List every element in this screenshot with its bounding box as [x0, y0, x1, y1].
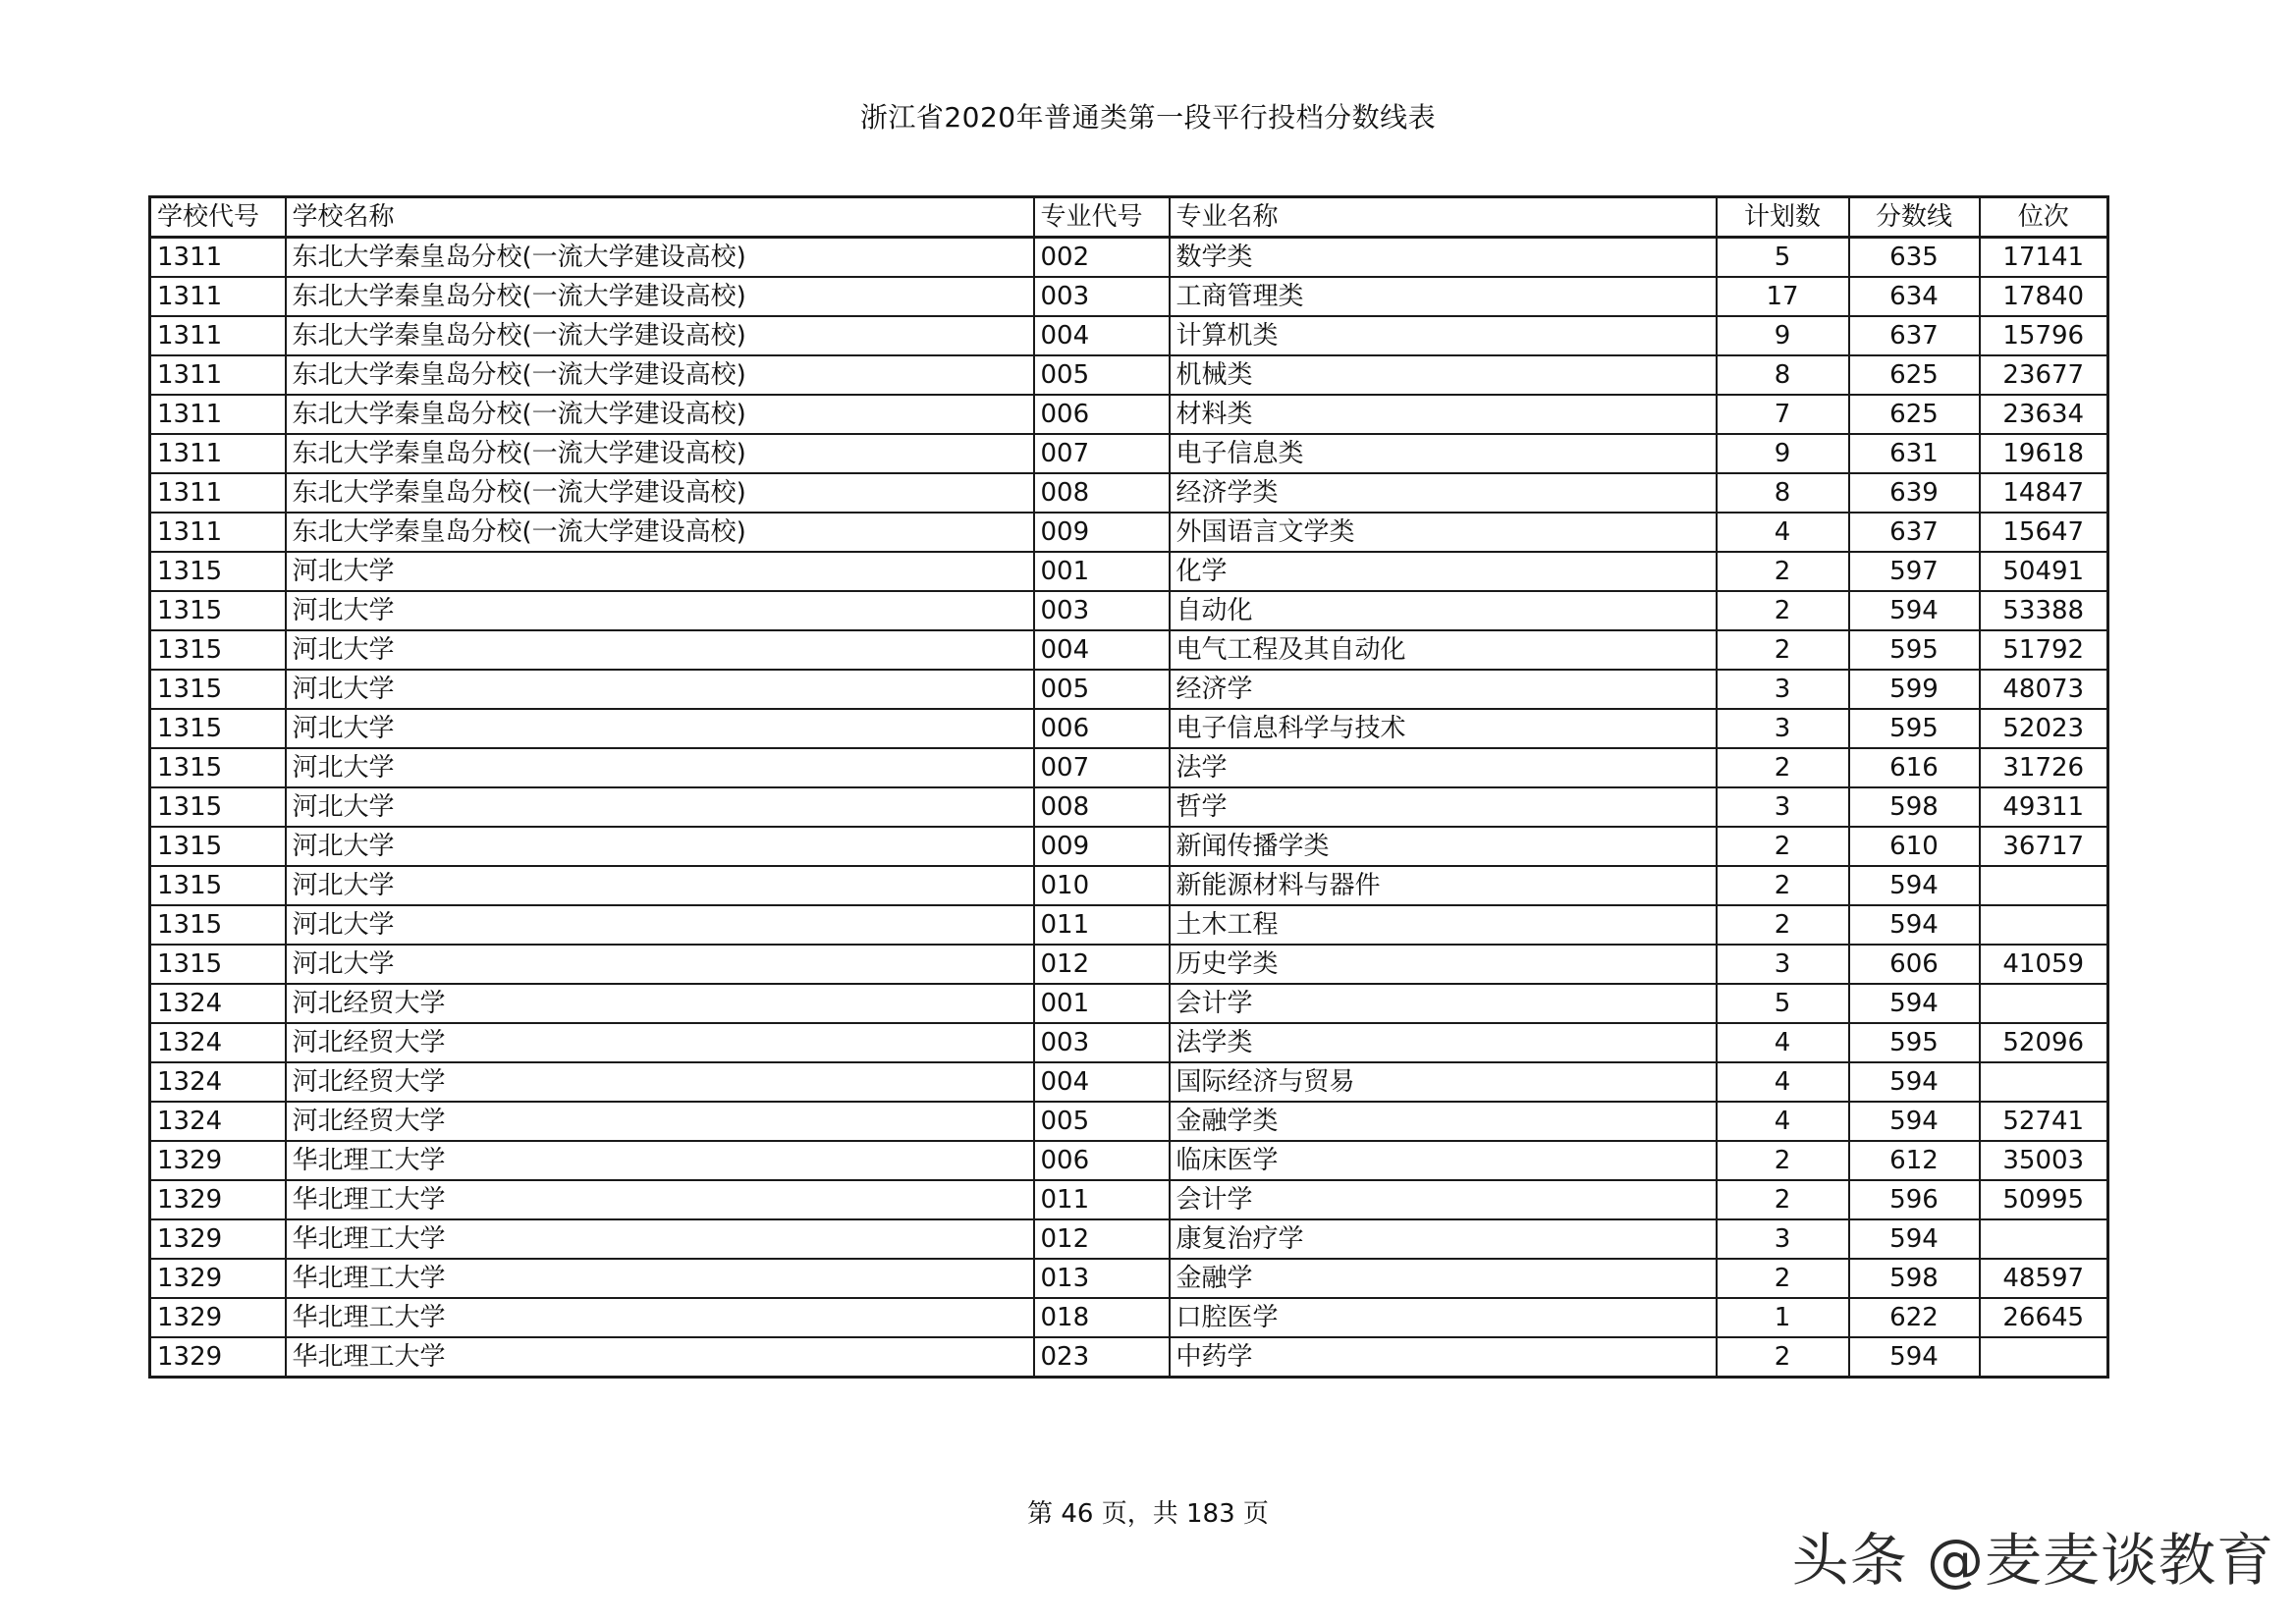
cell-major-name: 会计学: [1170, 984, 1717, 1023]
table-row: [150, 1141, 2108, 1180]
cell-rank: 26645: [1980, 1298, 2108, 1337]
cell-score: 637: [1849, 316, 1980, 355]
cell-school-name: 华北理工大学: [286, 1259, 1034, 1298]
table-body: [150, 238, 2108, 1378]
cell-school-code: 1315: [150, 787, 286, 827]
score-table: [148, 195, 2109, 1379]
cell-major-name: 中药学: [1170, 1337, 1717, 1378]
cell-school-name: 东北大学秦皇岛分校(一流大学建设高校): [286, 277, 1034, 316]
cell-score: 599: [1849, 670, 1980, 709]
cell-school-code: 1329: [150, 1219, 286, 1259]
cell-rank: 52741: [1980, 1102, 2108, 1141]
table-row: [150, 670, 2108, 709]
table-row: [150, 709, 2108, 748]
cell-score: 595: [1849, 709, 1980, 748]
cell-school-name: 华北理工大学: [286, 1180, 1034, 1219]
cell-score: 594: [1849, 1062, 1980, 1102]
cell-score: 622: [1849, 1298, 1980, 1337]
cell-score: 631: [1849, 434, 1980, 473]
cell-rank: [1980, 866, 2108, 905]
cell-score: 594: [1849, 1337, 1980, 1378]
cell-score: 598: [1849, 1259, 1980, 1298]
cell-plan: 2: [1717, 591, 1849, 630]
cell-major-name: 新闻传播学类: [1170, 827, 1717, 866]
cell-rank: 17141: [1980, 238, 2108, 278]
cell-major-code: 003: [1034, 591, 1170, 630]
cell-plan: 7: [1717, 395, 1849, 434]
cell-plan: 2: [1717, 866, 1849, 905]
cell-major-name: 哲学: [1170, 787, 1717, 827]
cell-major-code: 004: [1034, 1062, 1170, 1102]
page-footer: 第 46 页，共 183 页: [1027, 1499, 1269, 1529]
cell-plan: 5: [1717, 984, 1849, 1023]
cell-school-code: 1329: [150, 1259, 286, 1298]
cell-school-code: 1311: [150, 473, 286, 513]
cell-school-name: 东北大学秦皇岛分校(一流大学建设高校): [286, 473, 1034, 513]
table-row: [150, 787, 2108, 827]
table-row: [150, 316, 2108, 355]
cell-rank: 50491: [1980, 552, 2108, 591]
cell-school-name: 河北大学: [286, 748, 1034, 787]
cell-rank: 23634: [1980, 395, 2108, 434]
cell-plan: 5: [1717, 238, 1849, 278]
cell-score: 606: [1849, 945, 1980, 984]
table-row: [150, 1298, 2108, 1337]
cell-major-code: 004: [1034, 316, 1170, 355]
cell-rank: [1980, 1219, 2108, 1259]
table-row: [150, 905, 2108, 945]
cell-major-name: 自动化: [1170, 591, 1717, 630]
cell-major-code: 018: [1034, 1298, 1170, 1337]
cell-major-name: 金融学: [1170, 1259, 1717, 1298]
header-major-name: 专业名称: [1170, 197, 1717, 238]
cell-school-name: 东北大学秦皇岛分校(一流大学建设高校): [286, 395, 1034, 434]
table-row: [150, 1102, 2108, 1141]
cell-score: 610: [1849, 827, 1980, 866]
table-row: [150, 827, 2108, 866]
cell-rank: 17840: [1980, 277, 2108, 316]
cell-major-code: 002: [1034, 238, 1170, 278]
header-rank: 位次: [1980, 197, 2108, 238]
cell-school-name: 河北大学: [286, 670, 1034, 709]
table-row: [150, 1259, 2108, 1298]
cell-school-name: 河北大学: [286, 787, 1034, 827]
cell-school-code: 1315: [150, 670, 286, 709]
cell-score: 598: [1849, 787, 1980, 827]
cell-major-code: 011: [1034, 905, 1170, 945]
cell-plan: 4: [1717, 513, 1849, 552]
cell-school-name: 华北理工大学: [286, 1141, 1034, 1180]
cell-major-name: 材料类: [1170, 395, 1717, 434]
cell-rank: 52023: [1980, 709, 2108, 748]
cell-score: 595: [1849, 630, 1980, 670]
cell-score: 594: [1849, 1102, 1980, 1141]
cell-plan: 4: [1717, 1023, 1849, 1062]
cell-score: 597: [1849, 552, 1980, 591]
cell-school-code: 1315: [150, 591, 286, 630]
cell-major-name: 工商管理类: [1170, 277, 1717, 316]
cell-major-code: 023: [1034, 1337, 1170, 1378]
cell-major-code: 010: [1034, 866, 1170, 905]
table-row: [150, 748, 2108, 787]
cell-major-name: 临床医学: [1170, 1141, 1717, 1180]
cell-school-code: 1315: [150, 630, 286, 670]
cell-rank: 31726: [1980, 748, 2108, 787]
cell-rank: 51792: [1980, 630, 2108, 670]
cell-rank: 35003: [1980, 1141, 2108, 1180]
cell-school-name: 河北大学: [286, 905, 1034, 945]
cell-major-code: 005: [1034, 1102, 1170, 1141]
cell-major-code: 011: [1034, 1180, 1170, 1219]
cell-score: 596: [1849, 1180, 1980, 1219]
cell-major-name: 土木工程: [1170, 905, 1717, 945]
cell-major-code: 008: [1034, 787, 1170, 827]
cell-major-name: 化学: [1170, 552, 1717, 591]
cell-rank: 52096: [1980, 1023, 2108, 1062]
cell-school-name: 东北大学秦皇岛分校(一流大学建设高校): [286, 355, 1034, 395]
header-plan: 计划数: [1717, 197, 1849, 238]
cell-major-name: 历史学类: [1170, 945, 1717, 984]
cell-school-name: 东北大学秦皇岛分校(一流大学建设高校): [286, 434, 1034, 473]
cell-major-name: 新能源材料与器件: [1170, 866, 1717, 905]
table-row: [150, 395, 2108, 434]
cell-major-code: 003: [1034, 1023, 1170, 1062]
cell-major-name: 康复治疗学: [1170, 1219, 1717, 1259]
cell-plan: 2: [1717, 1141, 1849, 1180]
cell-score: 639: [1849, 473, 1980, 513]
cell-plan: 2: [1717, 1259, 1849, 1298]
cell-major-code: 001: [1034, 552, 1170, 591]
cell-major-code: 009: [1034, 827, 1170, 866]
cell-rank: [1980, 1337, 2108, 1378]
cell-school-code: 1311: [150, 513, 286, 552]
cell-score: 612: [1849, 1141, 1980, 1180]
cell-major-name: 法学类: [1170, 1023, 1717, 1062]
cell-major-name: 电气工程及其自动化: [1170, 630, 1717, 670]
cell-school-code: 1311: [150, 434, 286, 473]
cell-school-name: 东北大学秦皇岛分校(一流大学建设高校): [286, 316, 1034, 355]
table-row: [150, 1023, 2108, 1062]
cell-score: 625: [1849, 395, 1980, 434]
cell-rank: 41059: [1980, 945, 2108, 984]
table-row: [150, 238, 2108, 278]
cell-score: 616: [1849, 748, 1980, 787]
cell-score: 594: [1849, 1219, 1980, 1259]
cell-plan: 4: [1717, 1102, 1849, 1141]
cell-major-name: 数学类: [1170, 238, 1717, 278]
cell-rank: [1980, 984, 2108, 1023]
cell-plan: 3: [1717, 945, 1849, 984]
cell-major-code: 009: [1034, 513, 1170, 552]
header-row: [150, 197, 2108, 238]
cell-major-code: 001: [1034, 984, 1170, 1023]
cell-major-name: 国际经济与贸易: [1170, 1062, 1717, 1102]
table-row: [150, 552, 2108, 591]
cell-plan: 2: [1717, 1180, 1849, 1219]
cell-school-code: 1315: [150, 866, 286, 905]
table-row: [150, 866, 2108, 905]
cell-major-name: 会计学: [1170, 1180, 1717, 1219]
header-major-code: 专业代号: [1034, 197, 1170, 238]
cell-school-code: 1311: [150, 355, 286, 395]
cell-major-name: 电子信息类: [1170, 434, 1717, 473]
cell-rank: 48597: [1980, 1259, 2108, 1298]
table-row: [150, 473, 2108, 513]
cell-plan: 3: [1717, 709, 1849, 748]
cell-school-code: 1324: [150, 1062, 286, 1102]
cell-rank: 15796: [1980, 316, 2108, 355]
cell-plan: 8: [1717, 355, 1849, 395]
watermark: 头条 @麦麦谈教育: [1791, 1527, 2274, 1594]
table-row: [150, 1337, 2108, 1378]
cell-major-code: 004: [1034, 630, 1170, 670]
cell-major-code: 007: [1034, 434, 1170, 473]
cell-major-code: 006: [1034, 1141, 1170, 1180]
cell-rank: 15647: [1980, 513, 2108, 552]
cell-major-code: 006: [1034, 709, 1170, 748]
cell-major-name: 法学: [1170, 748, 1717, 787]
cell-plan: 2: [1717, 748, 1849, 787]
cell-rank: [1980, 1062, 2108, 1102]
cell-score: 634: [1849, 277, 1980, 316]
cell-school-code: 1329: [150, 1298, 286, 1337]
cell-school-code: 1315: [150, 827, 286, 866]
cell-major-name: 口腔医学: [1170, 1298, 1717, 1337]
cell-major-name: 计算机类: [1170, 316, 1717, 355]
cell-rank: 36717: [1980, 827, 2108, 866]
table-row: [150, 630, 2108, 670]
cell-major-name: 机械类: [1170, 355, 1717, 395]
cell-rank: 49311: [1980, 787, 2108, 827]
cell-plan: 9: [1717, 434, 1849, 473]
cell-school-name: 华北理工大学: [286, 1298, 1034, 1337]
cell-school-name: 河北经贸大学: [286, 1023, 1034, 1062]
cell-school-code: 1329: [150, 1180, 286, 1219]
cell-plan: 2: [1717, 905, 1849, 945]
cell-rank: 48073: [1980, 670, 2108, 709]
cell-score: 594: [1849, 905, 1980, 945]
cell-school-code: 1315: [150, 709, 286, 748]
cell-rank: 50995: [1980, 1180, 2108, 1219]
table-row: [150, 984, 2108, 1023]
cell-score: 594: [1849, 984, 1980, 1023]
cell-rank: 53388: [1980, 591, 2108, 630]
table-row: [150, 1180, 2108, 1219]
cell-school-code: 1311: [150, 238, 286, 278]
cell-major-code: 006: [1034, 395, 1170, 434]
cell-major-name: 金融学类: [1170, 1102, 1717, 1141]
cell-school-code: 1324: [150, 1023, 286, 1062]
cell-major-code: 003: [1034, 277, 1170, 316]
cell-plan: 2: [1717, 630, 1849, 670]
cell-school-code: 1315: [150, 905, 286, 945]
cell-major-code: 005: [1034, 670, 1170, 709]
cell-plan: 3: [1717, 1219, 1849, 1259]
cell-plan: 1: [1717, 1298, 1849, 1337]
cell-plan: 9: [1717, 316, 1849, 355]
cell-major-code: 012: [1034, 1219, 1170, 1259]
table-row: [150, 355, 2108, 395]
cell-school-name: 河北大学: [286, 552, 1034, 591]
table-row: [150, 945, 2108, 984]
cell-school-code: 1329: [150, 1337, 286, 1378]
cell-school-name: 东北大学秦皇岛分校(一流大学建设高校): [286, 238, 1034, 278]
table-row: [150, 434, 2108, 473]
cell-plan: 2: [1717, 1337, 1849, 1378]
header-school-code: 学校代号: [150, 197, 286, 238]
cell-score: 635: [1849, 238, 1980, 278]
cell-school-code: 1324: [150, 984, 286, 1023]
cell-school-code: 1329: [150, 1141, 286, 1180]
cell-school-name: 河北大学: [286, 591, 1034, 630]
cell-plan: 3: [1717, 670, 1849, 709]
cell-major-code: 005: [1034, 355, 1170, 395]
header-school-name: 学校名称: [286, 197, 1034, 238]
cell-school-name: 华北理工大学: [286, 1337, 1034, 1378]
cell-school-code: 1311: [150, 316, 286, 355]
cell-score: 625: [1849, 355, 1980, 395]
cell-school-code: 1311: [150, 395, 286, 434]
cell-plan: 3: [1717, 787, 1849, 827]
cell-plan: 8: [1717, 473, 1849, 513]
cell-plan: 2: [1717, 827, 1849, 866]
table-row: [150, 513, 2108, 552]
header-score: 分数线: [1849, 197, 1980, 238]
table-row: [150, 591, 2108, 630]
cell-school-name: 河北经贸大学: [286, 1062, 1034, 1102]
cell-score: 594: [1849, 591, 1980, 630]
cell-major-code: 008: [1034, 473, 1170, 513]
cell-school-name: 河北大学: [286, 709, 1034, 748]
table-row: [150, 1062, 2108, 1102]
page-title: 浙江省2020年普通类第一段平行投档分数线表: [859, 101, 1437, 134]
cell-school-code: 1311: [150, 277, 286, 316]
cell-school-code: 1315: [150, 552, 286, 591]
cell-school-name: 东北大学秦皇岛分校(一流大学建设高校): [286, 513, 1034, 552]
cell-major-code: 012: [1034, 945, 1170, 984]
cell-school-code: 1324: [150, 1102, 286, 1141]
cell-school-code: 1315: [150, 945, 286, 984]
cell-score: 594: [1849, 866, 1980, 905]
cell-school-name: 河北大学: [286, 945, 1034, 984]
table-row: [150, 1219, 2108, 1259]
table-row: [150, 277, 2108, 316]
cell-major-name: 经济学: [1170, 670, 1717, 709]
cell-score: 637: [1849, 513, 1980, 552]
cell-school-code: 1315: [150, 748, 286, 787]
cell-score: 595: [1849, 1023, 1980, 1062]
cell-school-name: 河北大学: [286, 866, 1034, 905]
cell-plan: 17: [1717, 277, 1849, 316]
cell-school-name: 河北大学: [286, 827, 1034, 866]
cell-school-name: 河北大学: [286, 630, 1034, 670]
cell-major-code: 007: [1034, 748, 1170, 787]
cell-plan: 2: [1717, 552, 1849, 591]
cell-plan: 4: [1717, 1062, 1849, 1102]
cell-school-name: 河北经贸大学: [286, 1102, 1034, 1141]
cell-school-name: 华北理工大学: [286, 1219, 1034, 1259]
cell-rank: 19618: [1980, 434, 2108, 473]
cell-major-code: 013: [1034, 1259, 1170, 1298]
cell-major-name: 经济学类: [1170, 473, 1717, 513]
cell-school-name: 河北经贸大学: [286, 984, 1034, 1023]
cell-major-name: 外国语言文学类: [1170, 513, 1717, 552]
cell-major-name: 电子信息科学与技术: [1170, 709, 1717, 748]
cell-rank: 14847: [1980, 473, 2108, 513]
cell-rank: [1980, 905, 2108, 945]
cell-rank: 23677: [1980, 355, 2108, 395]
